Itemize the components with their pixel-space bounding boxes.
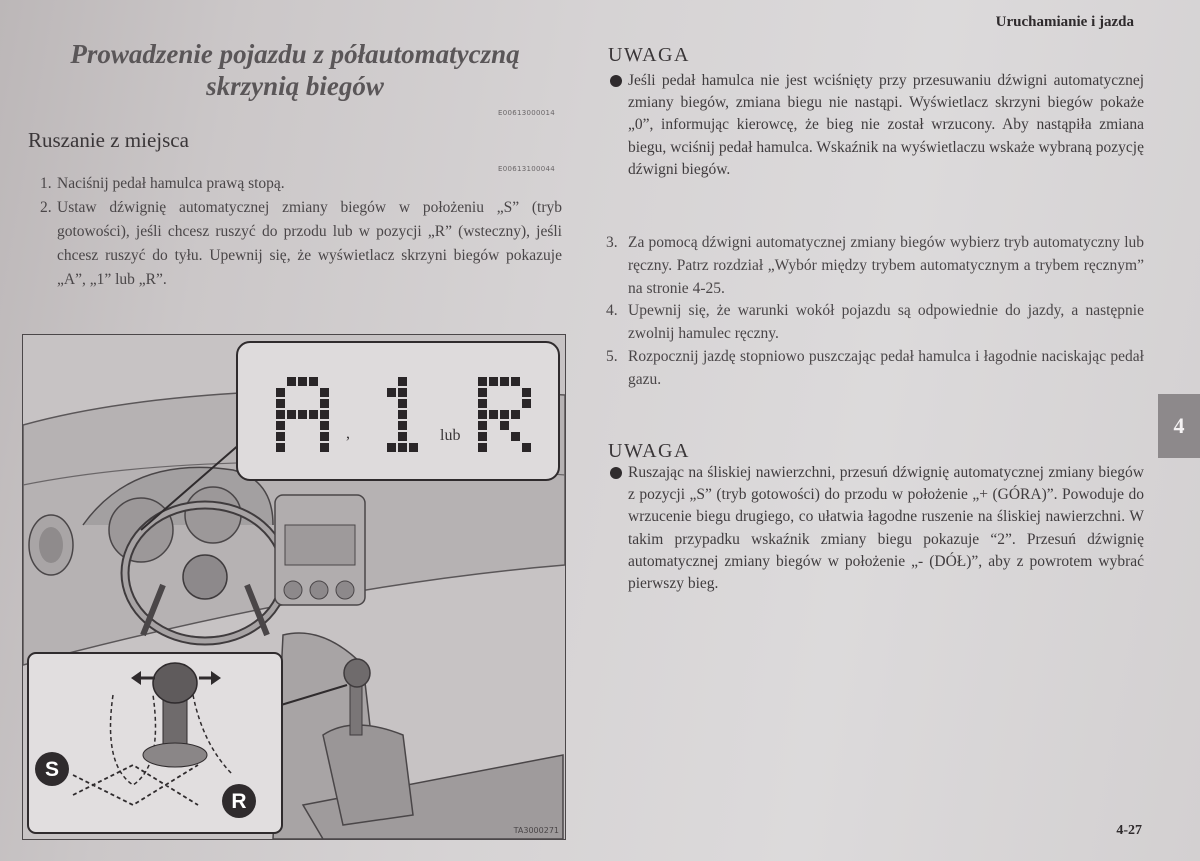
display-dot [522, 388, 531, 397]
display-char-a [276, 377, 336, 455]
display-dot [478, 399, 487, 408]
display-dot [287, 377, 296, 386]
figure-reference-code: TA3000271 [513, 826, 559, 835]
note-2-text: Ruszając na śliskiej nawierzchni, przesuń dźwignię automatycznej zmiany biegów z pozycji „S” (tryb gotowości) do przodu w położenie „+ (GÓRA)”. Powoduje do wrzucenie biegu drugiego, co ułatwia łagodne ruszenie na śliskiej nawierzchni. W takim przypadku wskaźnik zmiany biegu pokazuje “2”. Przesuń dźwignię automatycznej zmiany biegów w położenie „- (DÓŁ)”, aby z powrotem wybrać pierwszy bieg. [628, 464, 1144, 593]
display-dot [500, 410, 509, 419]
position-r-badge [219, 781, 279, 840]
step-number: 4. [606, 302, 618, 320]
display-dot [320, 443, 329, 452]
display-dot [320, 410, 329, 419]
display-separator: , [346, 425, 350, 442]
display-dot [398, 410, 407, 419]
display-dot [511, 432, 520, 441]
display-dot [276, 410, 285, 419]
display-dot [478, 443, 487, 452]
display-dot [320, 399, 329, 408]
step-item [606, 300, 1144, 346]
display-dot [398, 377, 407, 386]
display-dot [489, 410, 498, 419]
page-title-line-1: Prowadzenie pojazdu z półautomatyczną [70, 39, 520, 69]
display-dot [398, 399, 407, 408]
display-dot [500, 377, 509, 386]
display-dot [478, 410, 487, 419]
position-s-badge [33, 741, 93, 801]
section-reference-code: E00613100044 [498, 165, 556, 173]
display-dot [309, 377, 318, 386]
step-item [606, 232, 1144, 300]
display-dot [387, 388, 396, 397]
step-item [606, 346, 1144, 392]
display-dot [522, 399, 531, 408]
display-dot [522, 443, 531, 452]
display-dot [478, 388, 487, 397]
display-dot [276, 432, 285, 441]
step-text: Upewnij się, że warunki wokół pojazdu są odpowiednie do jazdy, a następnie zwolnij hamulec ręczny. [628, 302, 1144, 343]
note-1-text: Jeśli pedał hamulca nie jest wciśnięty przy przesuwaniu dźwigni automatycznej zmiany biegów, zmiana biegu nie nastąpi. Wyświetlacz skrzyni biegów pokaże „0”, informując kierowcę, że bieg nie został wrzucony. Aby nastąpiła zmiana biegu, wciśnij pedał hamulca. Wskaźnik na wyświetlaczu wskaże wybraną pozycję dźwigni biegów. [628, 72, 1144, 178]
page-number: 4-27 [1116, 823, 1142, 838]
position-r-label: R [231, 790, 247, 813]
display-dot [398, 443, 407, 452]
step-number: 3. [606, 234, 618, 251]
page-title [40, 38, 550, 102]
position-s-label: S [44, 758, 60, 781]
display-dot [409, 443, 418, 452]
display-dot [276, 388, 285, 397]
display-dot [398, 432, 407, 441]
note-1-paragraph [628, 70, 1144, 181]
display-char-r [478, 377, 538, 455]
steps-list-right [606, 232, 1144, 392]
step-text: Rozpocznij jazdę stopniowo puszczając pedał hamulca i łagodnie naciskając pedał gazu. [628, 347, 1144, 388]
display-dot [478, 432, 487, 441]
display-dot [387, 443, 396, 452]
step-text: Naciśnij pedał hamulca prawą stopą. [57, 175, 285, 192]
title-reference-code: E00613000014 [498, 109, 556, 117]
display-dot [320, 432, 329, 441]
display-dot [489, 377, 498, 386]
display-dot [276, 421, 285, 430]
display-dot [298, 410, 307, 419]
display-dot [500, 421, 509, 430]
display-lub-label: lub [440, 427, 461, 444]
display-dot [320, 388, 329, 397]
display-dot [511, 377, 520, 386]
bullet-icon [610, 467, 622, 479]
chapter-tab: 4 [1158, 394, 1200, 458]
display-dot [276, 399, 285, 408]
step-item [40, 196, 562, 292]
note-2-title: UWAGA [608, 440, 690, 462]
display-dot [287, 410, 296, 419]
display-dot [309, 410, 318, 419]
display-dot [276, 443, 285, 452]
step-text: Za pomocą dźwigni automatycznej zmiany biegów wybierz tryb automatyczny lub ręczny. Patrz rozdział „Wybór między trybem automatycznym a trybem ręcznym” na stronie 4-25. [628, 234, 1144, 297]
step-number: 5. [606, 347, 618, 365]
page-title-line-2: skrzynią biegów [206, 71, 384, 101]
step-text: Ustaw dźwignię automatycznej zmiany biegów w położeniu „S” (tryb gotowości), jeśli chcesz ruszyć do przodu lub w pozycji „R” (wsteczny), jeśli chcesz ruszyć do tyłu. Upewnij się, że wyświetlacz skrzyni biegów pokazuje „A”, „1” lub „R”. [57, 199, 562, 288]
transmission-display-callout [236, 341, 560, 481]
dashboard-illustration [22, 334, 566, 840]
section-heading: Ruszanie z miejsca [28, 128, 189, 152]
step-number: 2. [40, 199, 52, 216]
display-dot [478, 377, 487, 386]
step-number: 1. [40, 175, 52, 192]
steps-list-left [40, 172, 562, 292]
display-dot [511, 410, 520, 419]
display-char-1 [376, 377, 436, 455]
display-dot [398, 388, 407, 397]
display-dot [398, 421, 407, 430]
display-dot [478, 421, 487, 430]
display-dot [298, 377, 307, 386]
note-1-title: UWAGA [608, 44, 690, 66]
step-item [40, 172, 562, 196]
section-header: Uruchamianie i jazda [995, 14, 1134, 30]
display-dot [320, 421, 329, 430]
bullet-icon [610, 75, 622, 87]
note-2-paragraph [628, 462, 1144, 595]
